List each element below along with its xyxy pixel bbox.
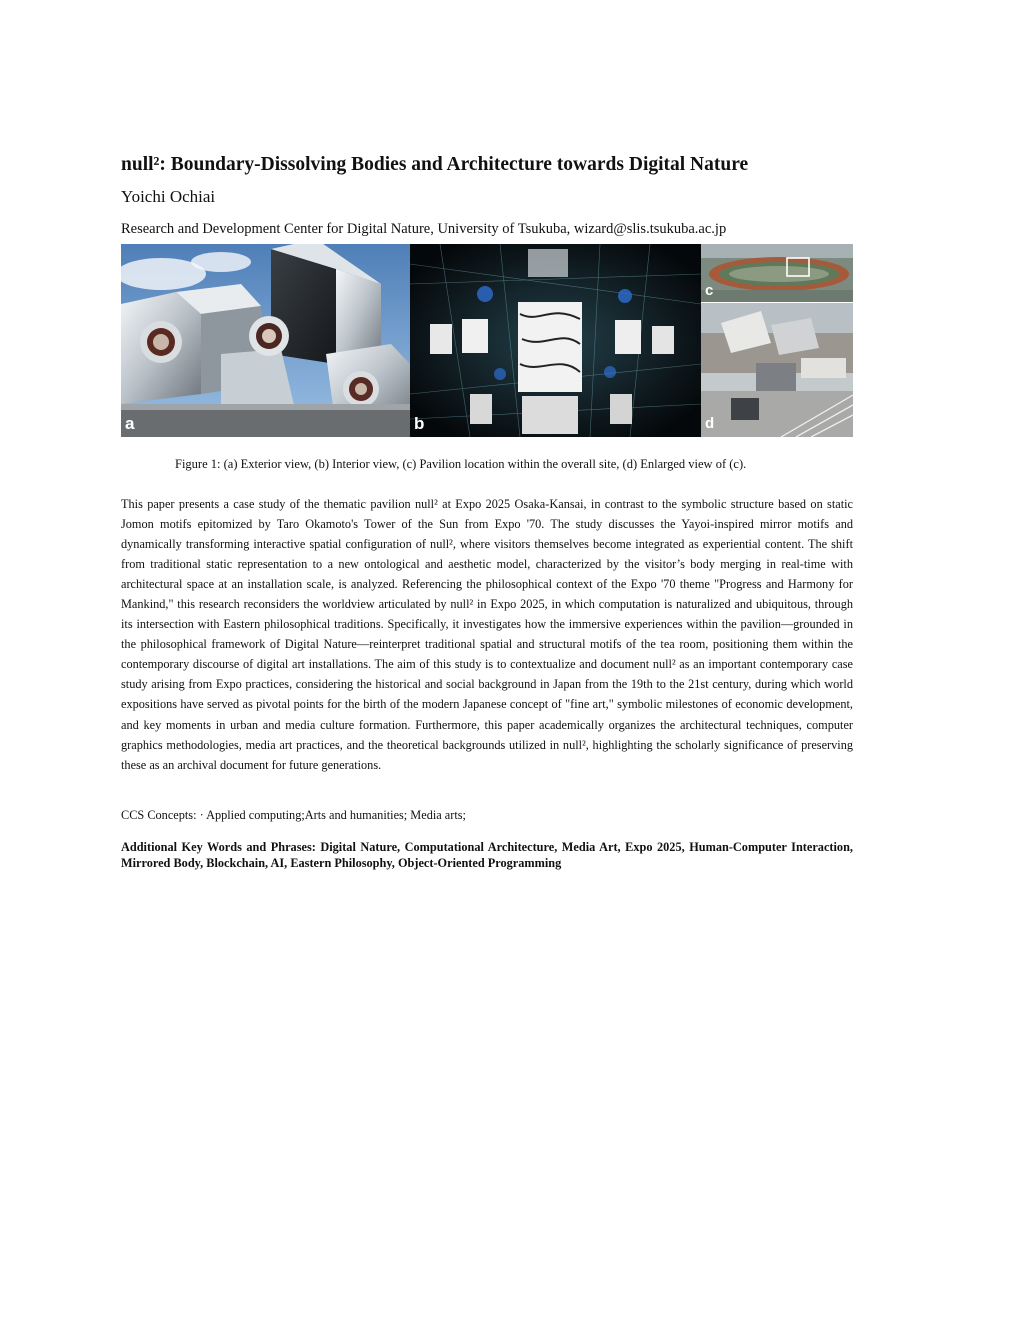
figure-1 [121, 244, 853, 437]
figure-panels-c-d [701, 244, 853, 437]
figure-panel-d-label: d [705, 415, 715, 432]
figure-panel-b-interior-image [410, 244, 701, 437]
figure-panel-d-enlarged-image [701, 303, 853, 437]
keywords: Additional Key Words and Phrases: Digital Nature, Computational Architecture, Media Art, Expo 2025, Human-Computer Interaction, Mirrored Body, Blockchain, AI, Eastern Philosophy, Object-Oriented Programming [121, 840, 853, 870]
figure-panel-c-site-image [701, 244, 853, 302]
paper-title: null²: Boundary-Dissolving Bodies and Architecture towards Digital Nature [121, 154, 749, 175]
figure-caption: Figure 1: (a) Exterior view, (b) Interior view, (c) Pavilion location within the overall site, (d) Enlarged view of (c). [175, 457, 747, 471]
ccs-concepts: CCS Concepts: · Applied computing;Arts and humanities; Media arts; [121, 808, 466, 822]
affiliation: Research and Development Center for Digital Nature, University of Tsukuba, wizard@slis.tsukuba.ac.jp [121, 221, 727, 237]
figure-panel-a-exterior-image [121, 244, 410, 437]
author-name: Yoichi Ochiai [121, 187, 216, 206]
figure-panel-b-label: b [414, 414, 425, 433]
abstract-text: This paper presents a case study of the thematic pavilion null² at Expo 2025 Osaka-Kansai, in contrast to the symbolic structure based on static Jomon motifs epitomized by Taro Okamoto's Tower of the Sun from Expo '70. The study discusses the Yayoi-inspired mirror motifs and dynamically transforming interactive spatial configuration of null², where visitors themselves become integrated as experiential content. The shift from traditional static representation to a new ontological and aesthetic model, characterized by the visitor’s body merging in real-time with architectural space at an installation scale, is analyzed. Referencing the philosophical context of the Expo '70 theme "Progress and Harmony for Mankind," this research reconsiders the worldview articulated by null² in Expo 2025, in which computation is naturalized and ubiquitous, through its intersection with Eastern philosophical traditions. Specifically, it investigates how the immersive experiences within the pavilion—grounded in the philosophical framework of Digital Nature—reinterpret traditional spatial and structural motifs of the tea room, positioning them within the contemporary discourse of digital art installations. The aim of this study is to contextualize and document null² as an important contemporary case study arising from Expo practices, considering the historical and social background in Japan from the 19th to the 21st century, during which world expositions have served as pivotal points for the birth of the modern Japanese concept of "fine art," symbolic milestones of economic development, and key moments in urban and media culture formation. Furthermore, this paper academically organizes the architectural techniques, computer graphics methodologies, media art practices, and the theoretical backgrounds utilized in null², highlighting the scholarly significance of preserving these as an archival document for future generations. [121, 497, 853, 772]
figure-panel-a-label: a [125, 414, 135, 433]
figure-panel-c-label: c [705, 282, 714, 299]
